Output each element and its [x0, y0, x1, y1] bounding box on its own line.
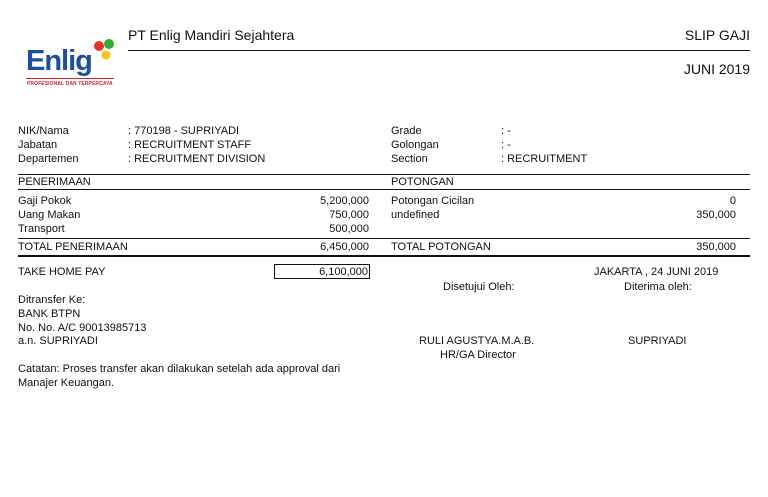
deduction-value: 0 [729, 195, 736, 207]
earning-label: Gaji Pokok [18, 195, 72, 207]
jabatan-label: Jabatan [18, 139, 58, 151]
logo-dots-icon [92, 38, 116, 62]
total-earnings-value: 6,450,000 [320, 241, 369, 253]
total-deductions-value: 350,000 [696, 241, 736, 253]
golongan-label: Golongan [391, 139, 439, 151]
section-header-rule [18, 189, 750, 190]
deduction-value: 350,000 [696, 209, 736, 221]
earning-label: Uang Makan [18, 209, 81, 221]
company-name: PT Enlig Mandiri Sejahtera [128, 27, 295, 43]
departemen-label: Departemen [18, 153, 79, 165]
golongan-value: : - [501, 139, 511, 151]
jabatan-value: : RECRUITMENT STAFF [128, 139, 252, 151]
total-deductions-label: TOTAL POTONGAN [391, 241, 491, 253]
earning-value: 500,000 [329, 223, 369, 235]
place-date: JAKARTA , 24 JUNI 2019 [594, 266, 719, 278]
total-earnings-label: TOTAL PENERIMAAN [18, 241, 128, 253]
grade-value: : - [501, 125, 511, 137]
deduction-label: Potongan Cicilan [391, 195, 475, 207]
transfer-account: No. No. A/C 90013985713 [18, 322, 147, 334]
received-by-label: Diterima oleh: [624, 281, 692, 293]
company-logo [26, 38, 116, 94]
section-top-rule [18, 174, 750, 175]
nik-value: : 770198 - SUPRIYADI [128, 125, 240, 137]
nik-label: NIK/Nama [18, 125, 69, 137]
take-home-label: TAKE HOME PAY [18, 266, 106, 278]
pay-period: JUNI 2019 [683, 61, 750, 77]
deduction-label: undefined [391, 209, 440, 221]
grade-label: Grade [391, 125, 422, 137]
earning-value: 750,000 [329, 209, 369, 221]
approved-by-label: Disetujui Oleh: [443, 281, 515, 293]
earning-value: 5,200,000 [320, 195, 369, 207]
approver-title: HR/GA Director [440, 349, 516, 361]
earning-label: Transport [18, 223, 65, 235]
note-line-2: Manajer Keuangan. [18, 377, 115, 389]
header-divider [128, 50, 750, 51]
logo-underline [26, 78, 114, 79]
totals-bottom-rule [18, 255, 750, 257]
take-home-value: 6,100,000 [319, 266, 368, 278]
section-label: Section [391, 153, 428, 165]
section-value: : RECRUITMENT [501, 153, 588, 165]
transfer-title: Ditransfer Ke: [18, 294, 86, 306]
transfer-holder: a.n. SUPRIYADI [18, 335, 98, 347]
note-line-1: Catatan: Proses transfer akan dilakukan setelah ada approval dari [18, 363, 341, 375]
document-title: SLIP GAJI [684, 27, 750, 43]
receiver-name: SUPRIYADI [628, 335, 687, 347]
logo-tagline: PROFESIONAL DAN TERPERCAYA [27, 81, 113, 87]
totals-top-rule [18, 238, 750, 239]
earnings-header: PENERIMAAN [18, 176, 91, 188]
approver-name: RULI AGUSTYA.M.A.B. [419, 335, 535, 347]
deductions-header: POTONGAN [391, 176, 454, 188]
departemen-value: : RECRUITMENT DIVISION [128, 153, 266, 165]
transfer-bank: BANK BTPN [18, 308, 81, 320]
logo-wordmark: Enlig [26, 45, 92, 77]
